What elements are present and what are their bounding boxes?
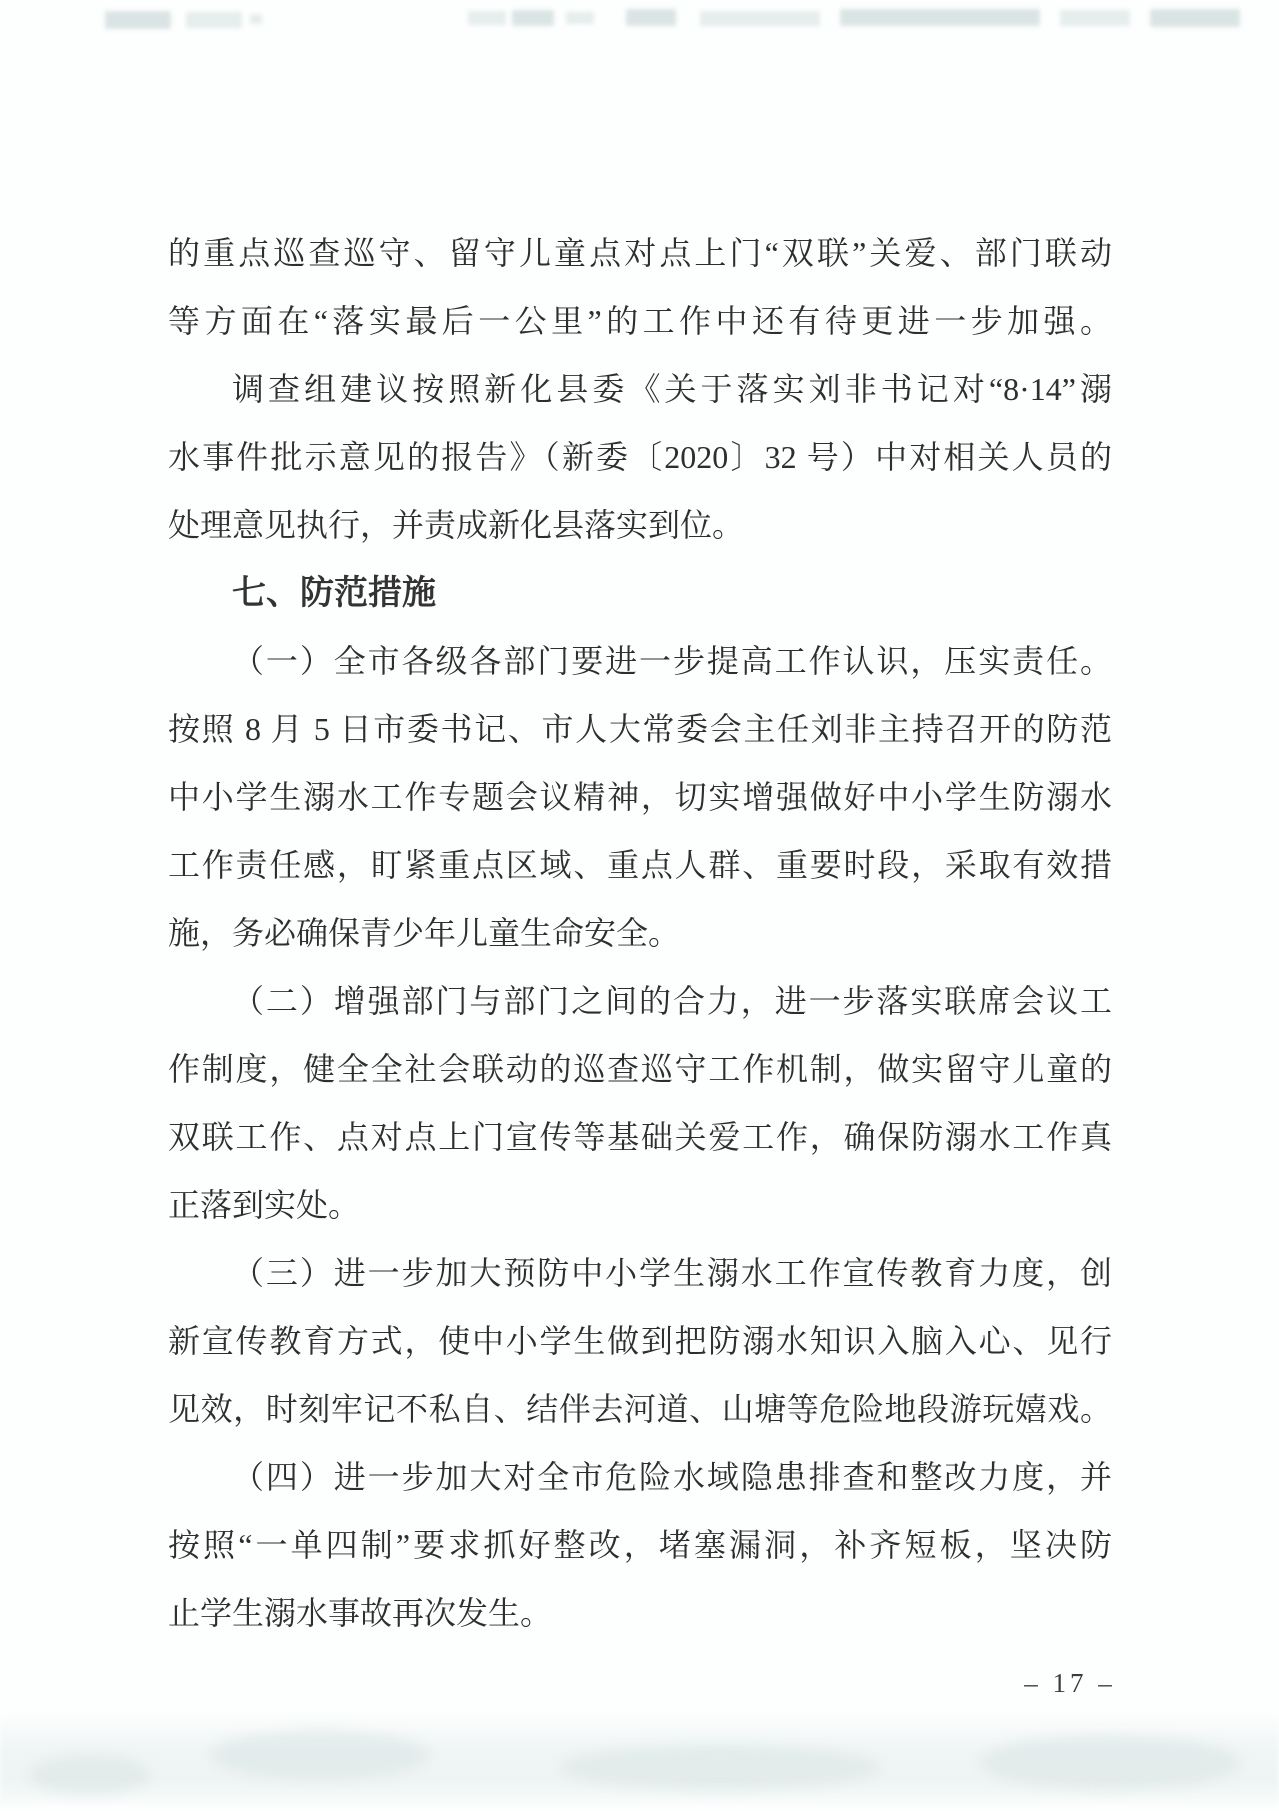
text-line: （一）全市各级各部门要进一步提高工作认识，压实责任。 <box>232 643 1112 679</box>
text-line: 施，务必确保青少年儿童生命安全。 <box>168 915 681 951</box>
text-line: 见效，时刻牢记不私自、结伴去河道、山塘等危险地段游玩嬉戏。 <box>168 1391 1112 1427</box>
page-number: – 17 – <box>1024 1668 1116 1698</box>
text-line: 双联工作、点对点上门宣传等基础关爱工作，确保防溺水工作真 <box>168 1119 1112 1155</box>
scan-smudge <box>1150 9 1240 27</box>
scan-smudge <box>840 9 1040 26</box>
text-line: 等方面在“落实最后一公里”的工作中还有待更进一步加强。 <box>168 303 1112 339</box>
text-line: 新宣传教育方式，使中小学生做到把防溺水知识入脑入心、见行 <box>168 1323 1112 1359</box>
scan-smudge <box>1060 10 1130 26</box>
scan-smudge <box>186 12 242 28</box>
scan-smudge <box>105 11 171 29</box>
scan-smudge <box>468 11 506 25</box>
scan-bottom-band <box>0 1712 1279 1804</box>
text-line: 的重点巡查巡守、留守儿童点对点上门“双联”关爱、部门联动 <box>168 235 1112 271</box>
text-line: 处理意见执行，并责成新化县落实到位。 <box>168 507 745 543</box>
scan-smudge <box>512 10 554 26</box>
text-line: 止学生溺水事故再次发生。 <box>168 1595 553 1631</box>
text-line: （三）进一步加大预防中小学生溺水工作宣传教育力度，创 <box>232 1255 1112 1291</box>
scan-blotch <box>980 1735 1240 1790</box>
section-heading: 七、防范措施 <box>232 574 436 612</box>
scan-smudge <box>626 9 676 26</box>
text-line: 作制度，健全全社会联动的巡查巡守工作机制，做实留守儿童的 <box>168 1051 1112 1087</box>
scan-smudge <box>250 14 262 24</box>
text-line: 工作责任感，盯紧重点区域、重点人群、重要时段，采取有效措 <box>168 847 1112 883</box>
text-line: 中小学生溺水工作专题会议精神，切实增强做好中小学生防溺水 <box>168 779 1112 815</box>
text-line: 水事件批示意见的报告》（新委〔2020〕32 号）中对相关人员的 <box>168 439 1112 475</box>
scan-smudge <box>566 12 594 24</box>
text-line: 调查组建议按照新化县委《关于落实刘非书记对“8·14”溺 <box>232 371 1112 407</box>
document-body <box>168 219 1112 1647</box>
scan-blotch <box>560 1745 880 1790</box>
scan-blotch <box>210 1730 430 1780</box>
text-line: 按照“一单四制”要求抓好整改，堵塞漏洞，补齐短板，坚决防 <box>168 1527 1112 1563</box>
text-line: 按照 8 月 5 日市委书记、市人大常委会主任刘非主持召开的防范 <box>168 711 1112 747</box>
text-line: （四）进一步加大对全市危险水域隐患排查和整改力度，并 <box>232 1459 1112 1495</box>
scan-blotch <box>30 1755 150 1795</box>
text-line: 正落到实处。 <box>168 1187 361 1223</box>
text-line: （二）增强部门与部门之间的合力，进一步落实联席会议工 <box>232 983 1112 1019</box>
scan-smudge <box>700 11 820 26</box>
